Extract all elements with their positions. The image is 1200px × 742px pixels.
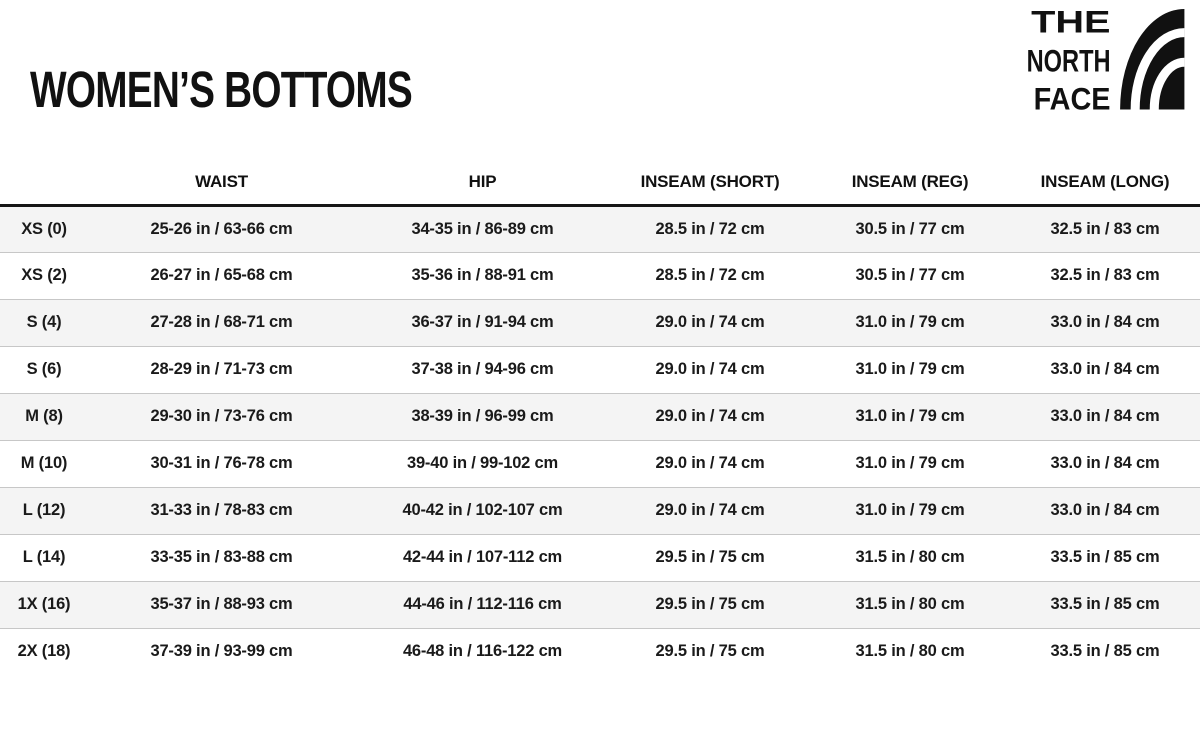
table-row <box>0 346 1200 393</box>
col-header-inseam-long: INSEAM (LONG) <box>1010 160 1200 205</box>
cell-inseam-reg: 31.5 in / 80 cm <box>810 534 1010 581</box>
cell-size-label: M (8) <box>0 393 88 440</box>
cell-waist: 30-31 in / 76-78 cm <box>88 440 355 487</box>
cell-inseam-short: 29.0 in / 74 cm <box>610 299 810 346</box>
cell-hip: 34-35 in / 86-89 cm <box>411 219 554 238</box>
north-face-logo <box>1016 9 1186 112</box>
col-header-inseam-reg: INSEAM (REG) <box>810 160 1010 205</box>
cell-waist: 37-39 in / 93-99 cm <box>88 628 355 675</box>
cell-inseam-short: 29.0 in / 74 cm <box>610 346 810 393</box>
cell-inseam-long: 33.5 in / 85 cm <box>1010 628 1200 675</box>
table-row <box>0 581 1200 628</box>
cell-size-label: S (4) <box>0 299 88 346</box>
cell-inseam-reg: 31.5 in / 80 cm <box>810 628 1010 675</box>
cell-hip: 44-46 in / 112-116 cm <box>355 581 610 628</box>
cell-inseam-reg: 30.5 in / 77 cm <box>855 219 965 238</box>
cell-waist: 35-37 in / 88-93 cm <box>88 581 355 628</box>
cell-inseam-reg: 30.5 in / 77 cm <box>810 252 1010 299</box>
table-row <box>0 299 1200 346</box>
cell-inseam-reg: 31.0 in / 79 cm <box>810 440 1010 487</box>
north-face-logo-icon <box>1016 9 1186 112</box>
page-title: WOMEN’S BOTTOMS <box>30 61 412 118</box>
cell-waist: 28-29 in / 71-73 cm <box>88 346 355 393</box>
header-row <box>0 160 1200 205</box>
cell-waist: 26-27 in / 65-68 cm <box>88 252 355 299</box>
table-row <box>0 440 1200 487</box>
col-header-size <box>0 160 88 205</box>
cell-hip: 39-40 in / 99-102 cm <box>355 440 610 487</box>
col-header-inseam-short: INSEAM (SHORT) <box>610 160 810 205</box>
logo-text-north: NORTH <box>1026 43 1111 79</box>
cell-size-label: 1X (16) <box>0 581 88 628</box>
cell-inseam-reg: 31.5 in / 80 cm <box>810 581 1010 628</box>
cell-inseam-long: 33.0 in / 84 cm <box>1010 346 1200 393</box>
cell-waist: 31-33 in / 78-83 cm <box>88 487 355 534</box>
cell-inseam-short: 29.0 in / 74 cm <box>610 487 810 534</box>
cell-inseam-long: 33.0 in / 84 cm <box>1010 299 1200 346</box>
cell-inseam-long: 32.5 in / 83 cm <box>1010 252 1200 299</box>
cell-inseam-reg: 31.0 in / 79 cm <box>810 487 1010 534</box>
cell-hip: 46-48 in / 116-122 cm <box>355 628 610 675</box>
cell-size-label: M (10) <box>0 440 88 487</box>
cell-inseam-short: 29.0 in / 74 cm <box>610 440 810 487</box>
cell-size-label: XS (2) <box>0 252 88 299</box>
cell-size-label: XS (0) <box>21 219 67 238</box>
cell-inseam-long: 33.0 in / 84 cm <box>1010 440 1200 487</box>
col-header-hip: HIP <box>355 160 610 205</box>
cell-inseam-reg: 31.0 in / 79 cm <box>810 393 1010 440</box>
cell-inseam-reg: 31.0 in / 79 cm <box>810 346 1010 393</box>
cell-size-label: S (6) <box>0 346 88 393</box>
logo-text-the: THE <box>1031 9 1111 40</box>
cell-inseam-long: 33.0 in / 84 cm <box>1010 393 1200 440</box>
col-header-waist: WAIST <box>88 160 355 205</box>
cell-hip: 35-36 in / 88-91 cm <box>355 252 610 299</box>
logo-text-face: FACE <box>1033 81 1111 112</box>
cell-inseam-short: 28.5 in / 72 cm <box>610 252 810 299</box>
cell-inseam-short: 29.0 in / 74 cm <box>610 393 810 440</box>
cell-inseam-short: 29.5 in / 75 cm <box>610 534 810 581</box>
cell-size-label: L (12) <box>0 487 88 534</box>
table-row <box>0 252 1200 299</box>
cell-inseam-long: 32.5 in / 83 cm <box>1050 219 1160 238</box>
cell-waist: 29-30 in / 73-76 cm <box>88 393 355 440</box>
cell-hip: 37-38 in / 94-96 cm <box>355 346 610 393</box>
cell-inseam-short: 28.5 in / 72 cm <box>655 219 765 238</box>
cell-hip: 36-37 in / 91-94 cm <box>355 299 610 346</box>
cell-inseam-long: 33.5 in / 85 cm <box>1010 581 1200 628</box>
cell-hip: 40-42 in / 102-107 cm <box>355 487 610 534</box>
cell-hip: 42-44 in / 107-112 cm <box>355 534 610 581</box>
cell-waist: 25-26 in / 63-66 cm <box>150 219 293 238</box>
cell-waist: 27-28 in / 68-71 cm <box>88 299 355 346</box>
table-row <box>0 487 1200 534</box>
cell-inseam-short: 29.5 in / 75 cm <box>610 628 810 675</box>
table-row <box>0 393 1200 440</box>
cell-inseam-short: 29.5 in / 75 cm <box>610 581 810 628</box>
cell-size-label: L (14) <box>0 534 88 581</box>
table-row <box>0 205 1200 252</box>
cell-waist: 33-35 in / 83-88 cm <box>88 534 355 581</box>
size-chart-table <box>0 160 1200 675</box>
cell-hip: 38-39 in / 96-99 cm <box>355 393 610 440</box>
cell-inseam-long: 33.0 in / 84 cm <box>1010 487 1200 534</box>
cell-inseam-long: 33.5 in / 85 cm <box>1010 534 1200 581</box>
half-dome-icon <box>1120 9 1184 109</box>
cell-size-label: 2X (18) <box>0 628 88 675</box>
table-row <box>0 628 1200 675</box>
cell-inseam-reg: 31.0 in / 79 cm <box>810 299 1010 346</box>
table-row <box>0 534 1200 581</box>
